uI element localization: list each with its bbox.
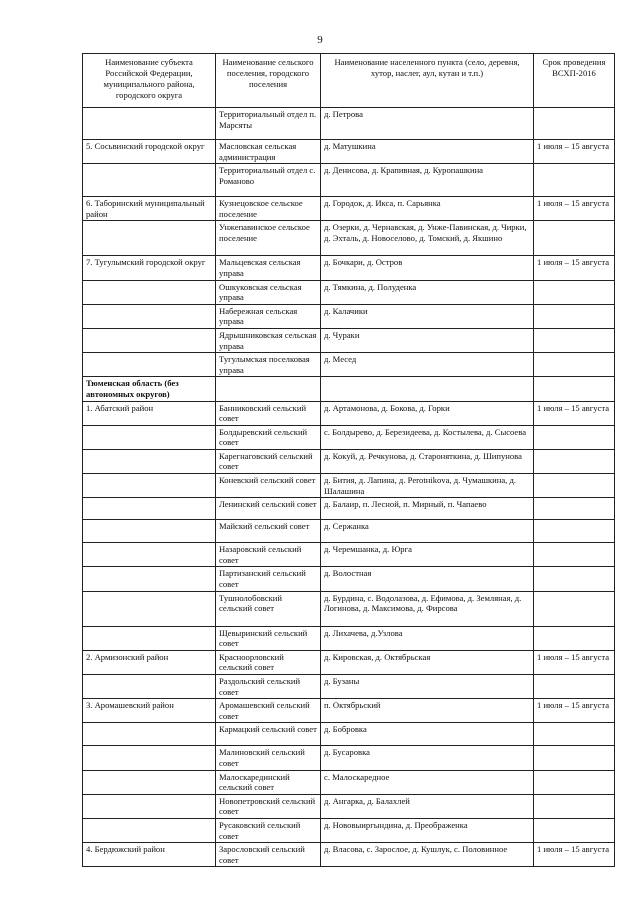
cell-term <box>534 353 615 377</box>
cell-term <box>534 746 615 770</box>
cell-settlement: Раздольский сельский совет <box>216 675 321 699</box>
table-row <box>83 256 615 280</box>
cell-region <box>83 723 216 746</box>
cell-settlement: Банниковский сельский совет <box>216 401 321 425</box>
table-row <box>83 675 615 699</box>
table-row <box>83 280 615 304</box>
cell-settlement: Коневский сельский совет <box>216 474 321 498</box>
cell-settlement: Тушнолобовский сельский совет <box>216 591 321 626</box>
table-row <box>83 794 615 818</box>
cell-term <box>534 770 615 794</box>
cell-term <box>534 520 615 543</box>
table-row <box>83 723 615 746</box>
cell-term <box>534 108 615 140</box>
cell-region <box>83 567 216 591</box>
cell-region <box>83 108 216 140</box>
table-row <box>83 449 615 473</box>
cell-localities: д. Кировская, д. Октябрьская <box>321 650 534 674</box>
cell-localities: д. Тямкина, д. Полуденка <box>321 280 534 304</box>
cell-settlement: Щевыринский сельский совет <box>216 626 321 650</box>
cell-term <box>534 723 615 746</box>
cell-localities: д. Ангарка, д. Балахлей <box>321 794 534 818</box>
cell-term: 1 июля – 15 августа <box>534 197 615 221</box>
cell-localities: д. Денисова, д. Крапивная, д. Куропашкина <box>321 164 534 197</box>
cell-localities: д. Кокуй, д. Речкунова, д. Староняткина, д. Шипунова <box>321 449 534 473</box>
cell-localities: д. Бочкари, д. Остров <box>321 256 534 280</box>
cell-term: 1 июля – 15 августа <box>534 256 615 280</box>
page-number: 9 <box>317 34 323 46</box>
cell-settlement: Унжепавинское сельское поселение <box>216 221 321 256</box>
table-row <box>83 567 615 591</box>
cell-settlement: Набережная сельская управа <box>216 304 321 328</box>
cell-region <box>83 498 216 520</box>
table-row <box>83 626 615 650</box>
cell-localities: д. Калачики <box>321 304 534 328</box>
cell-term <box>534 474 615 498</box>
cell-settlement: Территориальный отдел п. Марсяты <box>216 108 321 140</box>
table-row <box>83 425 615 449</box>
cell-region <box>83 543 216 567</box>
cell-region <box>83 746 216 770</box>
cell-region <box>83 304 216 328</box>
cell-term <box>534 280 615 304</box>
cell-localities: д. Матушкина <box>321 140 534 164</box>
cell-region <box>83 520 216 543</box>
cell-localities: д. Бобровка <box>321 723 534 746</box>
cell-term <box>534 626 615 650</box>
cell-term: 1 июля – 15 августа <box>534 650 615 674</box>
cell-term <box>534 818 615 842</box>
cell-region: 1. Абатский район <box>83 401 216 425</box>
cell-region <box>83 591 216 626</box>
cell-localities: с. Болдырево, д. Березидеева, д. Костылева, д. Сысоева <box>321 425 534 449</box>
cell-localities: д. Бурдина, с. Водолазова, д. Ефимова, д. Земляная, д. Логинова, д. Максимова, д. Фирсова <box>321 591 534 626</box>
header-localities: Наименование населенного пункта (село, деревня, хутор, наслег, аул, кутан и т.п.) <box>321 54 534 108</box>
cell-term <box>534 425 615 449</box>
cell-region: 2. Армизонский район <box>83 650 216 674</box>
table-row <box>83 543 615 567</box>
cell-region <box>83 675 216 699</box>
table-body <box>83 108 615 867</box>
cell-region: 4. Бердюжский район <box>83 843 216 867</box>
cell-settlement: Кармацкий сельский совет <box>216 723 321 746</box>
cell-region <box>83 818 216 842</box>
cell-term <box>534 164 615 197</box>
cell-settlement: Ошкуковская сельская управа <box>216 280 321 304</box>
cell-region <box>83 626 216 650</box>
cell-settlement <box>216 377 321 401</box>
cell-term <box>534 498 615 520</box>
cell-settlement: Карегнаговский сельский совет <box>216 449 321 473</box>
cell-term <box>534 567 615 591</box>
table-row <box>83 221 615 256</box>
cell-localities: д. Черемшанка, д. Юрга <box>321 543 534 567</box>
cell-localities: с. Малоскаредное <box>321 770 534 794</box>
cell-settlement: Тугулымская поселковая управа <box>216 353 321 377</box>
table-row <box>83 650 615 674</box>
cell-term <box>534 591 615 626</box>
cell-localities: д. Волостная <box>321 567 534 591</box>
cell-settlement: Масловская сельская администрация <box>216 140 321 164</box>
cell-localities: д. Нововыиргындина, д. Преображенка <box>321 818 534 842</box>
table-row <box>83 304 615 328</box>
cell-localities <box>321 377 534 401</box>
cell-localities: д. Власова, с. Зарослое, д. Кушлук, с. Половинное <box>321 843 534 867</box>
cell-settlement: Ядрышниковская сельская управа <box>216 328 321 352</box>
cell-region: 3. Аромашевский район <box>83 699 216 723</box>
cell-settlement: Назаровский сельский совет <box>216 543 321 567</box>
cell-localities: д. Бузаны <box>321 675 534 699</box>
table-row <box>83 699 615 723</box>
cell-term <box>534 377 615 401</box>
cell-region: 5. Сосьвинский городской округ <box>83 140 216 164</box>
cell-term <box>534 449 615 473</box>
table-row <box>83 197 615 221</box>
cell-region <box>83 328 216 352</box>
cell-settlement: Малоскарединский сельский совет <box>216 770 321 794</box>
cell-term <box>534 304 615 328</box>
cell-settlement: Майский сельский совет <box>216 520 321 543</box>
table-row <box>83 108 615 140</box>
cell-region <box>83 794 216 818</box>
cell-settlement: Кузнецовское сельское поселение <box>216 197 321 221</box>
cell-settlement: Территориальный отдел с. Романово <box>216 164 321 197</box>
cell-term: 1 июля – 15 августа <box>534 699 615 723</box>
table-row <box>83 770 615 794</box>
cell-localities: д. Сержанка <box>321 520 534 543</box>
table-row <box>83 377 615 401</box>
cell-region <box>83 221 216 256</box>
cell-localities: д. Городок, д. Икса, п. Сарьянка <box>321 197 534 221</box>
table-row <box>83 746 615 770</box>
table-row <box>83 401 615 425</box>
cell-localities: д. Артамонова, д. Бокова, д. Горки <box>321 401 534 425</box>
cell-region <box>83 770 216 794</box>
cell-region <box>83 425 216 449</box>
cell-settlement: Русаковский сельский совет <box>216 818 321 842</box>
cell-settlement: Красноорловский сельский совет <box>216 650 321 674</box>
cell-region <box>83 449 216 473</box>
cell-localities: д. Балаир, п. Лесной, п. Мирный, п. Чапаево <box>321 498 534 520</box>
cell-settlement: Зарословский сельский совет <box>216 843 321 867</box>
table-row <box>83 818 615 842</box>
cell-region <box>83 353 216 377</box>
table-row <box>83 591 615 626</box>
cell-localities: д. Бития, д. Лапина, д. Perotнikova, д. Чумашкина, д. Шалашина <box>321 474 534 498</box>
table-row <box>83 474 615 498</box>
cell-term: 1 июля – 15 августа <box>534 401 615 425</box>
cell-settlement: Мальцевская сельская управа <box>216 256 321 280</box>
cell-term <box>534 794 615 818</box>
cell-localities: д. Озерки, д. Чернавская, д. Унже-Павинская, д. Чирки, д. Эхталь, д. Новоселово, д. Томский, д. Якшино <box>321 221 534 256</box>
cell-term <box>534 221 615 256</box>
cell-term <box>534 328 615 352</box>
table-row <box>83 843 615 867</box>
cell-term <box>534 675 615 699</box>
cell-settlement: Малиновский сельский совет <box>216 746 321 770</box>
cell-localities: д. Петрова <box>321 108 534 140</box>
table-row <box>83 353 615 377</box>
table-row <box>83 520 615 543</box>
cell-region <box>83 474 216 498</box>
cell-term <box>534 543 615 567</box>
cell-localities: д. Месед <box>321 353 534 377</box>
cell-localities: д. Чураки <box>321 328 534 352</box>
cell-settlement: Ленинский сельский совет <box>216 498 321 520</box>
cell-region: 6. Таборинский муниципальный район <box>83 197 216 221</box>
table-row <box>83 328 615 352</box>
header-region: Наименование субъекта Российской Федерации, муниципального района, городского округа <box>83 54 216 108</box>
cell-settlement: Партизанский сельский совет <box>216 567 321 591</box>
cell-term: 1 июля – 15 августа <box>534 140 615 164</box>
cell-region: 7. Тугулымский городской округ <box>83 256 216 280</box>
cell-settlement: Новопетровский сельский совет <box>216 794 321 818</box>
cell-settlement: Болдыревский сельский совет <box>216 425 321 449</box>
cell-region <box>83 280 216 304</box>
table-row <box>83 164 615 197</box>
table-row <box>83 498 615 520</box>
cell-localities: д. Лихачева, д.Узлова <box>321 626 534 650</box>
cell-settlement: Аромашевский сельский совет <box>216 699 321 723</box>
cell-term: 1 июля – 15 августа <box>534 843 615 867</box>
settlements-table <box>82 53 615 867</box>
header-term: Срок проведения ВСХП-2016 <box>534 54 615 108</box>
header-settlement: Наименование сельского поселения, городского поселения <box>216 54 321 108</box>
cell-localities: п. Октябрьский <box>321 699 534 723</box>
table-row <box>83 140 615 164</box>
table-header-row <box>83 54 615 108</box>
cell-region <box>83 164 216 197</box>
cell-localities: д. Бусаровка <box>321 746 534 770</box>
cell-region: Тюменская область (без автономных округов) <box>83 377 216 401</box>
